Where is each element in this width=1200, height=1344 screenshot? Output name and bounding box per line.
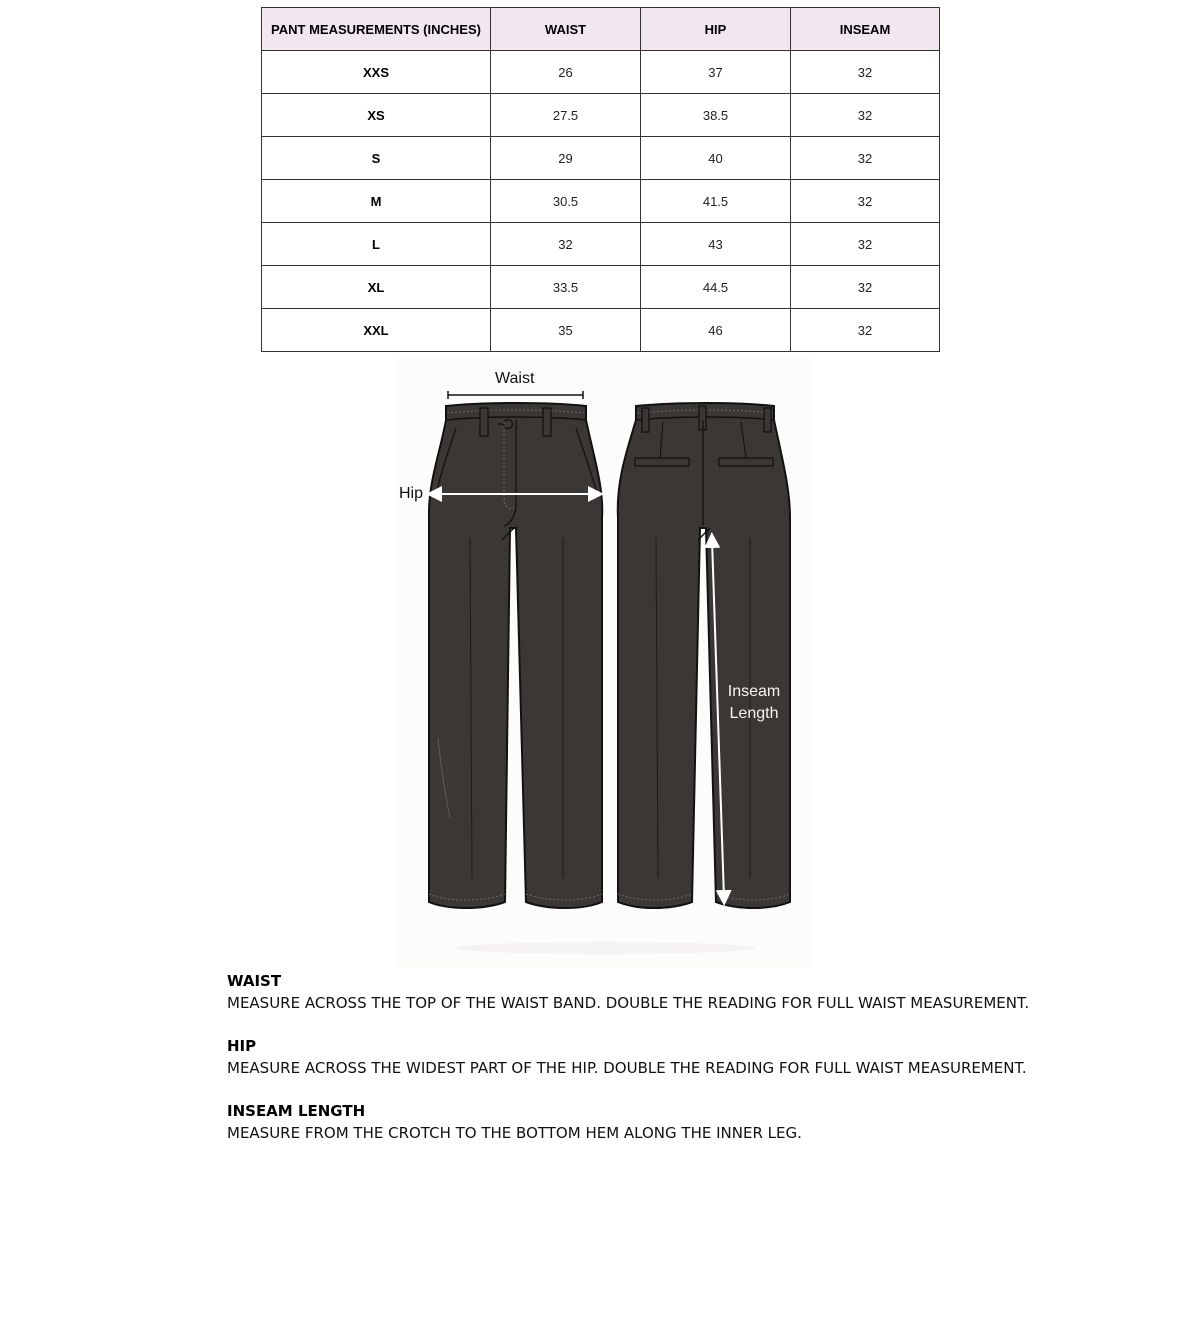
waist-cell: 33.5 xyxy=(491,266,641,309)
note-title: WAIST xyxy=(227,972,282,990)
measurement-instructions xyxy=(227,970,1127,1165)
inseam-note xyxy=(227,1100,1127,1144)
size-chart-table xyxy=(261,7,940,352)
note-title: HIP xyxy=(227,1037,257,1055)
waist-cell: 35 xyxy=(491,309,641,352)
note-text: MEASURE FROM THE CROTCH TO THE BOTTOM HEM ALONG THE INNER LEG. xyxy=(227,1124,802,1142)
waist-cell: 32 xyxy=(491,223,641,266)
size-cell: M xyxy=(262,180,491,223)
inseam-cell: 32 xyxy=(791,309,940,352)
header-waist: WAIST xyxy=(491,8,641,51)
hip-cell: 38.5 xyxy=(641,94,791,137)
inseam-cell: 32 xyxy=(791,94,940,137)
table-row xyxy=(262,51,940,94)
waist-cell: 26 xyxy=(491,51,641,94)
header-inseam: INSEAM xyxy=(791,8,940,51)
inseam-label-line2: Length xyxy=(729,705,779,722)
hip-cell: 41.5 xyxy=(641,180,791,223)
size-cell: XS xyxy=(262,94,491,137)
table-row xyxy=(262,180,940,223)
size-cell: S xyxy=(262,137,491,180)
floor-shadow xyxy=(455,942,755,954)
header-size: PANT MEASUREMENTS (INCHES) xyxy=(262,8,491,51)
table-row xyxy=(262,223,940,266)
pants-illustration xyxy=(398,358,812,968)
table-row xyxy=(262,94,940,137)
pants-measurement-diagram xyxy=(398,358,812,968)
table-row xyxy=(262,137,940,180)
waist-cell: 29 xyxy=(491,137,641,180)
waist-cell: 30.5 xyxy=(491,180,641,223)
hip-cell: 43 xyxy=(641,223,791,266)
hip-note xyxy=(227,1035,1127,1079)
inseam-cell: 32 xyxy=(791,137,940,180)
inseam-cell: 32 xyxy=(791,223,940,266)
note-text: MEASURE ACROSS THE WIDEST PART OF THE HIP. DOUBLE THE READING FOR FULL WAIST MEASUREMENT. xyxy=(227,1059,1027,1077)
hip-cell: 44.5 xyxy=(641,266,791,309)
inseam-label xyxy=(721,681,787,725)
size-cell: XXL xyxy=(262,309,491,352)
note-text: MEASURE ACROSS THE TOP OF THE WAIST BAND. DOUBLE THE READING FOR FULL WAIST MEASUREMENT. xyxy=(227,994,1030,1012)
hip-cell: 40 xyxy=(641,137,791,180)
hip-cell: 46 xyxy=(641,309,791,352)
table-header-row xyxy=(262,8,940,51)
waist-note xyxy=(227,970,1127,1014)
header-hip: HIP xyxy=(641,8,791,51)
table-row xyxy=(262,266,940,309)
table-row xyxy=(262,309,940,352)
inseam-cell: 32 xyxy=(791,266,940,309)
hip-cell: 37 xyxy=(641,51,791,94)
inseam-cell: 32 xyxy=(791,51,940,94)
note-title: INSEAM LENGTH xyxy=(227,1102,366,1120)
size-cell: XL xyxy=(262,266,491,309)
inseam-cell: 32 xyxy=(791,180,940,223)
hip-label: Hip xyxy=(399,485,424,502)
waist-label: Waist xyxy=(495,370,535,387)
size-cell: XXS xyxy=(262,51,491,94)
waist-cell: 27.5 xyxy=(491,94,641,137)
size-cell: L xyxy=(262,223,491,266)
inseam-label-line1: Inseam xyxy=(727,683,781,700)
